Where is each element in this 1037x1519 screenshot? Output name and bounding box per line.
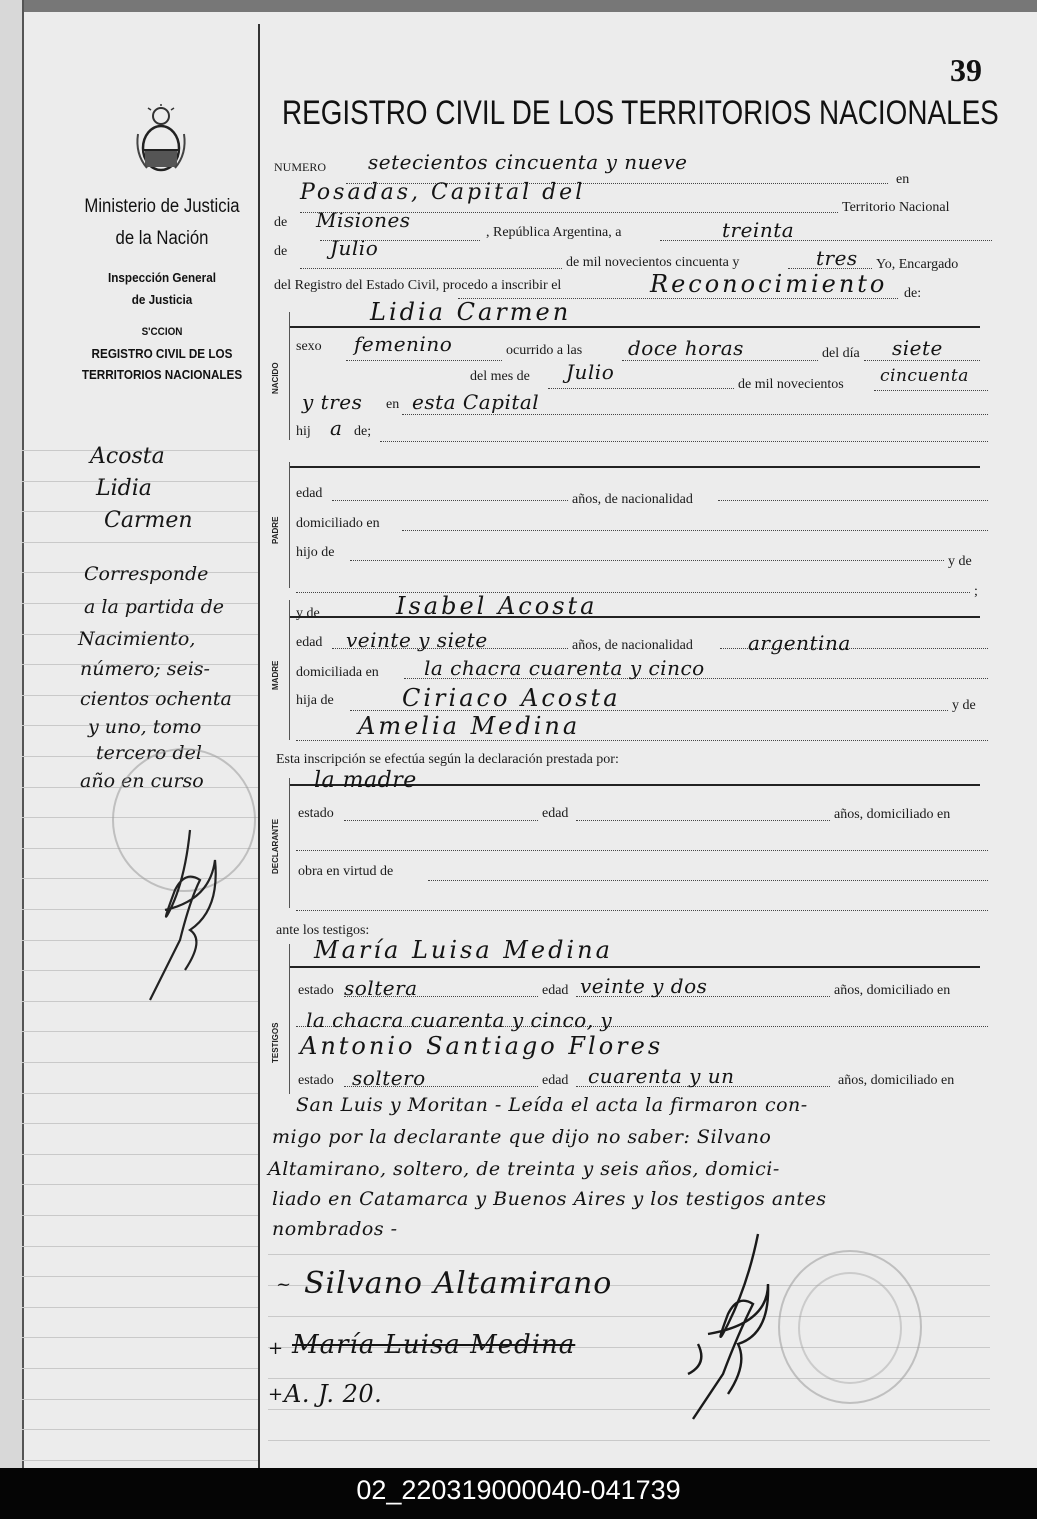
label-edad-testigo-1: edad	[542, 983, 569, 998]
margin-rule-line	[22, 542, 258, 543]
label-mil-nov-cincuenta: de mil novecientos cincuenta y	[566, 255, 740, 270]
label-semicolon: ;	[974, 584, 978, 599]
section-line-3: TERRITORIOS NACIONALES	[81, 367, 243, 382]
label-domiciliada: domiciliada en	[296, 665, 379, 680]
label-ocurrido: ocurrido a las	[506, 343, 583, 358]
inspection-line-2: de Justicia	[131, 292, 193, 307]
label-territorio: Territorio Nacional	[842, 200, 950, 215]
hw-abuela: Amelia Medina	[358, 712, 581, 740]
label-anos-nac-padre: años, de nacionalidad	[572, 492, 693, 507]
hw-sexo: femenino	[354, 332, 453, 356]
hw-cierre-5: nombrados -	[272, 1218, 398, 1240]
testigos-bar	[289, 944, 290, 1094]
label-estado-testigo-1: estado	[298, 983, 334, 998]
fill-in-line	[296, 850, 988, 852]
section-line-2: REGISTRO CIVIL DE LOS	[91, 346, 233, 361]
form-rule-line	[268, 1409, 990, 1410]
hw-madre-dom: la chacra cuarenta y cinco	[424, 656, 705, 680]
hw-cierre-2: migo por la declarante que dijo no saber: Silvano	[272, 1126, 772, 1148]
fill-in-line	[548, 388, 734, 390]
margin-rule-line	[22, 1307, 258, 1308]
margin-rule-line	[22, 1399, 258, 1400]
hw-dia: treinta	[722, 218, 795, 242]
label-edad-madre: edad	[296, 635, 323, 650]
label-estado-declarante: estado	[298, 806, 334, 821]
fill-in-line	[864, 360, 980, 362]
margin-rule-line	[22, 1368, 258, 1369]
fill-in-line	[402, 530, 988, 532]
hw-testigo-1-edad: veinte y dos	[580, 974, 708, 998]
section-nacido: NACIDO	[271, 362, 280, 394]
margin-note-line-1: Corresponde	[84, 563, 209, 585]
label-republica: , República Argentina, a	[486, 225, 622, 240]
hw-mes: Julio	[330, 236, 379, 260]
label-y-de-madre: y de	[296, 606, 320, 621]
label-anos-dom-testigo-2: años, domiciliado en	[838, 1073, 955, 1088]
margin-name-1: Acosta	[90, 444, 165, 469]
label-hij: hij	[296, 424, 311, 439]
margin-note-line-3: Nacimiento,	[78, 628, 196, 650]
label-edad-testigo-2: edad	[542, 1073, 569, 1088]
margin-name-3: Carmen	[104, 508, 193, 533]
label-obra: obra en virtud de	[298, 864, 394, 879]
label-de-4: de;	[354, 424, 372, 439]
label-y-de-padre: y de	[948, 554, 972, 569]
label-mil-nov: de mil novecientos	[738, 377, 844, 392]
margin-rule-line	[22, 1123, 258, 1124]
official-signature	[668, 1224, 778, 1424]
hw-territorio: Misiones	[316, 208, 411, 232]
margin-note-line-5: cientos ochenta	[80, 688, 232, 710]
label-de-3: de:	[904, 286, 922, 301]
fill-in-line	[718, 500, 988, 502]
hw-testigo-1: María Luisa Medina	[314, 936, 613, 964]
label-de: de	[274, 215, 288, 230]
margin-rule-line	[22, 1062, 258, 1063]
declarante-bar	[289, 778, 290, 908]
hw-dia-nac: siete	[892, 336, 943, 360]
hw-ano-nac-a: cincuenta	[880, 366, 969, 386]
ministry-line-2: de la Nación	[115, 228, 209, 249]
margin-rule-line	[22, 1215, 258, 1216]
fill-in-line	[296, 740, 988, 742]
label-ante: ante los testigos:	[276, 923, 370, 938]
section-name-line	[290, 326, 980, 328]
hw-testigo-2-estado: soltero	[352, 1066, 426, 1090]
label-y-de-abuela: y de	[952, 698, 976, 713]
label-estado-testigo-2: estado	[298, 1073, 334, 1088]
label-anos-dom-testigo-1: años, domiciliado en	[834, 983, 951, 998]
hw-numero: setecientos cincuenta y nueve	[368, 150, 688, 174]
hw-lugar-nac: esta Capital	[412, 390, 540, 414]
label-inscripcion: Esta inscripción se efectúa según la declaración prestada por:	[276, 752, 619, 767]
hw-abuelo: Ciriaco Acosta	[402, 684, 621, 712]
label-yo-encargado: Yo, Encargado	[876, 257, 959, 272]
margin-rule-line	[22, 1246, 258, 1247]
margin-name-2: Lidia	[96, 476, 152, 501]
margin-rule-line	[22, 1184, 258, 1185]
margin-rule-line	[22, 1337, 258, 1338]
label-del-dia: del día	[822, 346, 860, 361]
margin-note-line-8: año en curso	[80, 770, 204, 792]
margin-rule-line	[22, 1276, 258, 1277]
page-number: 39	[950, 52, 982, 88]
form-rule-line	[268, 1440, 990, 1441]
label-en-lugar: en	[386, 397, 400, 412]
section-name-line	[290, 966, 980, 968]
fill-in-line	[346, 360, 502, 362]
ministry-line-1: Ministerio de Justicia	[84, 196, 240, 217]
margin-note-line-6: y uno, tomo	[88, 716, 202, 738]
hw-ano: tres	[816, 246, 858, 270]
left-page-edge	[0, 0, 24, 1468]
section-line-1: S'CCION	[141, 326, 183, 338]
margin-rule-line	[22, 1093, 258, 1094]
label-edad-declarante: edad	[542, 806, 569, 821]
fill-in-line	[296, 910, 988, 912]
hw-testigo-1-estado: soltera	[344, 976, 418, 1000]
label-sexo: sexo	[296, 339, 322, 354]
hw-testigo-2-edad: cuarenta y un	[588, 1064, 735, 1088]
nacido-bar	[289, 312, 290, 440]
fill-in-line	[660, 240, 992, 242]
section-testigos: TESTIGOS	[271, 1022, 280, 1064]
madre-bar	[289, 600, 290, 740]
label-hijo-de: hijo de	[296, 545, 335, 560]
file-id-footer: 02_220319000040-041739	[0, 1468, 1037, 1519]
form-rule-line	[268, 1254, 990, 1255]
margin-rule-line	[22, 1154, 258, 1155]
hw-ano-nac-b: y tres	[302, 390, 363, 414]
hw-testigo-1-dom: la chacra cuarenta y cinco, y	[306, 1008, 613, 1032]
hw-lugar: Posadas, Capital del	[300, 180, 586, 205]
fill-in-line	[380, 441, 988, 443]
label-hija-de: hija de	[296, 693, 334, 708]
signature-2: María Luisa Medina	[292, 1330, 576, 1360]
fill-in-line	[402, 414, 988, 416]
fill-in-line	[300, 268, 562, 270]
label-edad-padre: edad	[296, 486, 323, 501]
hw-cierre-1: San Luis y Moritan - Leída el acta la firmaron con-	[296, 1094, 808, 1116]
hw-nombre: Lidia Carmen	[370, 298, 572, 326]
official-seal-inner	[798, 1272, 902, 1384]
padre-bar	[289, 462, 290, 588]
inspection-line-1: Inspección General	[108, 270, 216, 285]
label-domiciliado-padre: domiciliado en	[296, 516, 380, 531]
margin-note-line-7: tercero del	[96, 742, 202, 764]
label-anos-nac-madre: años, de nacionalidad	[572, 638, 693, 653]
section-madre: MADRE	[271, 660, 280, 690]
coat-of-arms-icon	[133, 104, 189, 174]
binding-top-edge	[22, 0, 1037, 12]
label-del-mes: del mes de	[470, 369, 530, 384]
label-del-registro: del Registro del Estado Civil, procedo a inscribir el	[274, 278, 562, 293]
hw-hora: doce horas	[628, 336, 744, 360]
margin-rule-line	[22, 1031, 258, 1032]
hw-mes-nac: Julio	[566, 360, 615, 384]
section-declarante: DECLARANTE	[271, 818, 280, 874]
label-en: en	[896, 172, 910, 187]
label-numero: NUMERO	[274, 160, 327, 174]
hw-tipo: Reconocimiento	[650, 270, 888, 298]
hw-hij-suffix: a	[330, 416, 343, 440]
fill-in-line	[332, 500, 568, 502]
hw-madre-nac: argentina	[748, 631, 851, 655]
margin-divider	[258, 24, 260, 1468]
margin-note-line-2: a la partida de	[84, 596, 225, 618]
fill-in-line	[350, 560, 944, 562]
label-de-2: de	[274, 244, 288, 259]
hw-cierre-4: liado en Catamarca y Buenos Aires y los testigos antes	[272, 1188, 827, 1210]
margin-note-line-4: número; seis-	[80, 658, 210, 680]
mark-3: +	[268, 1384, 284, 1405]
section-padre: PADRE	[271, 516, 280, 544]
label-anos-dom-declarante: años, domiciliado en	[834, 807, 951, 822]
mark-2: +	[268, 1338, 284, 1359]
signature-3: A. J. 20.	[284, 1380, 383, 1408]
fill-in-line	[428, 880, 988, 882]
margin-signature	[130, 820, 230, 1010]
fill-in-line	[622, 360, 818, 362]
margin-rule-line	[22, 1460, 258, 1461]
hw-madre-edad: veinte y siete	[346, 628, 488, 652]
hw-cierre-3: Altamirano, soltero, de treinta y seis años, domici-	[268, 1158, 780, 1180]
signature-1: Silvano Altamirano	[304, 1266, 613, 1301]
page-title: REGISTRO CIVIL DE LOS TERRITORIOS NACIONALES	[282, 94, 999, 132]
margin-rule-line	[22, 1429, 258, 1430]
mark-1: ~	[276, 1274, 292, 1295]
hw-madre-nombre: Isabel Acosta	[396, 592, 598, 620]
fill-in-line	[344, 820, 538, 822]
section-name-line	[290, 466, 980, 468]
hw-declarante: la madre	[314, 768, 417, 793]
section-name-line	[290, 616, 980, 618]
hw-testigo-2: Antonio Santiago Flores	[300, 1032, 664, 1060]
fill-in-line	[874, 390, 988, 392]
fill-in-line	[576, 820, 830, 822]
